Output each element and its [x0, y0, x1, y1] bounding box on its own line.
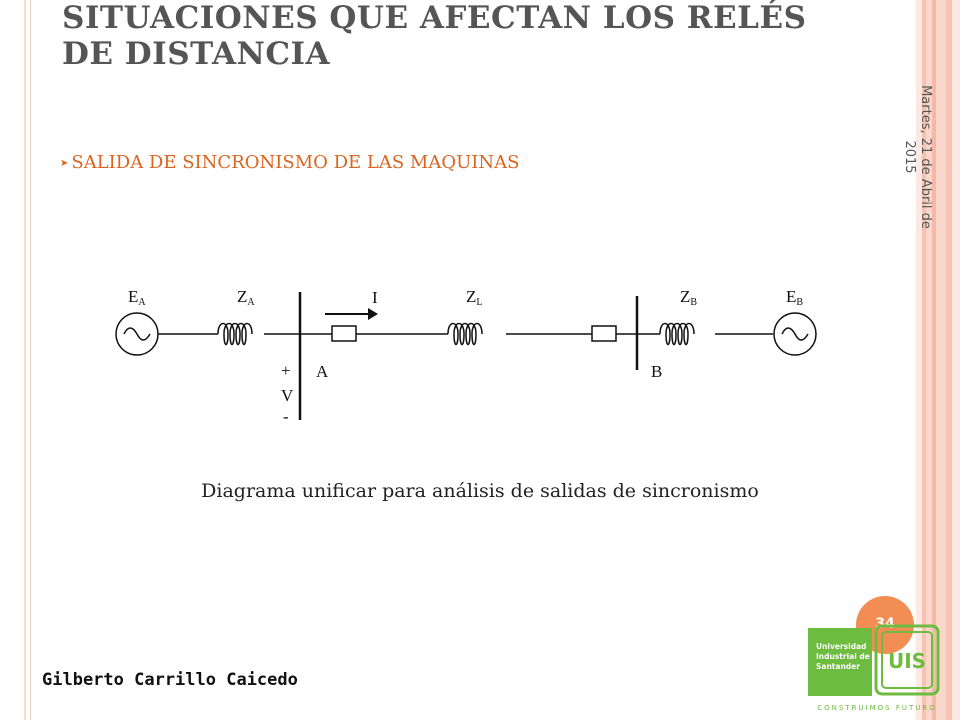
- bullet-item: [60, 152, 519, 173]
- svg-text:ZA: [237, 287, 255, 308]
- date-text: Martes, 21 de Abril de 2015: [902, 85, 933, 229]
- svg-text:ZL: [466, 287, 483, 308]
- date-label: [875, 72, 935, 242]
- author-name: Gilberto Carrillo Caicedo: [42, 670, 298, 690]
- source-a-sine: [124, 328, 150, 340]
- impedance-b-coil: [660, 324, 694, 345]
- logo-green-block: [808, 628, 872, 696]
- bus-a-label: A: [316, 362, 329, 381]
- single-line-diagram: [100, 270, 840, 430]
- breaker-b: [592, 326, 616, 341]
- university-logo: [808, 624, 944, 716]
- impedance-line-label: Z: [466, 287, 477, 306]
- impedance-line-sub: L: [476, 297, 483, 308]
- impedance-b-label: Z: [680, 287, 691, 306]
- current-label: I: [372, 288, 378, 307]
- svg-text:EB: [786, 287, 803, 308]
- logo-line-3: Santander: [816, 662, 860, 671]
- bus-b-label: B: [651, 362, 663, 381]
- voltage-label: V: [281, 386, 294, 405]
- slide-title: SITUACIONES QUE AFECTAN LOS RELÉS DE DISTANCIA: [62, 0, 807, 72]
- breaker-a: [332, 326, 356, 341]
- impedance-line-coil: [448, 324, 482, 345]
- arrow-bullet-icon: ➤: [60, 158, 69, 169]
- bullet-text: SALIDA DE SINCRONISMO DE LAS MAQUINAS: [71, 152, 520, 173]
- impedance-a-sub: A: [247, 297, 255, 308]
- source-a-label: E: [128, 287, 139, 306]
- source-b-label: E: [786, 287, 797, 306]
- source-b-sine: [782, 328, 808, 340]
- left-border: [0, 0, 31, 720]
- svg-text:EA: [128, 287, 146, 308]
- impedance-a-label: Z: [237, 287, 248, 306]
- page-number: 34: [875, 616, 895, 632]
- logo-line-2: Industrial de: [816, 652, 870, 661]
- current-arrow-head: [368, 308, 378, 320]
- voltage-minus: -: [283, 407, 289, 426]
- logo-line-1: Universidad: [816, 642, 867, 651]
- diagram-caption: Diagrama unificar para análisis de salidas de sincronismo: [201, 480, 759, 502]
- svg-text:ZB: [680, 287, 697, 308]
- impedance-b-sub: B: [690, 297, 698, 308]
- impedance-a-coil: [218, 324, 252, 345]
- emblem-text: UIS: [887, 649, 927, 673]
- source-a-sub: A: [138, 297, 146, 308]
- logo-tagline: CONSTRUIMOS FUTURO: [817, 704, 937, 712]
- voltage-plus: +: [281, 361, 291, 380]
- source-b-sub: B: [796, 297, 804, 308]
- uis-emblem-icon: [874, 624, 940, 696]
